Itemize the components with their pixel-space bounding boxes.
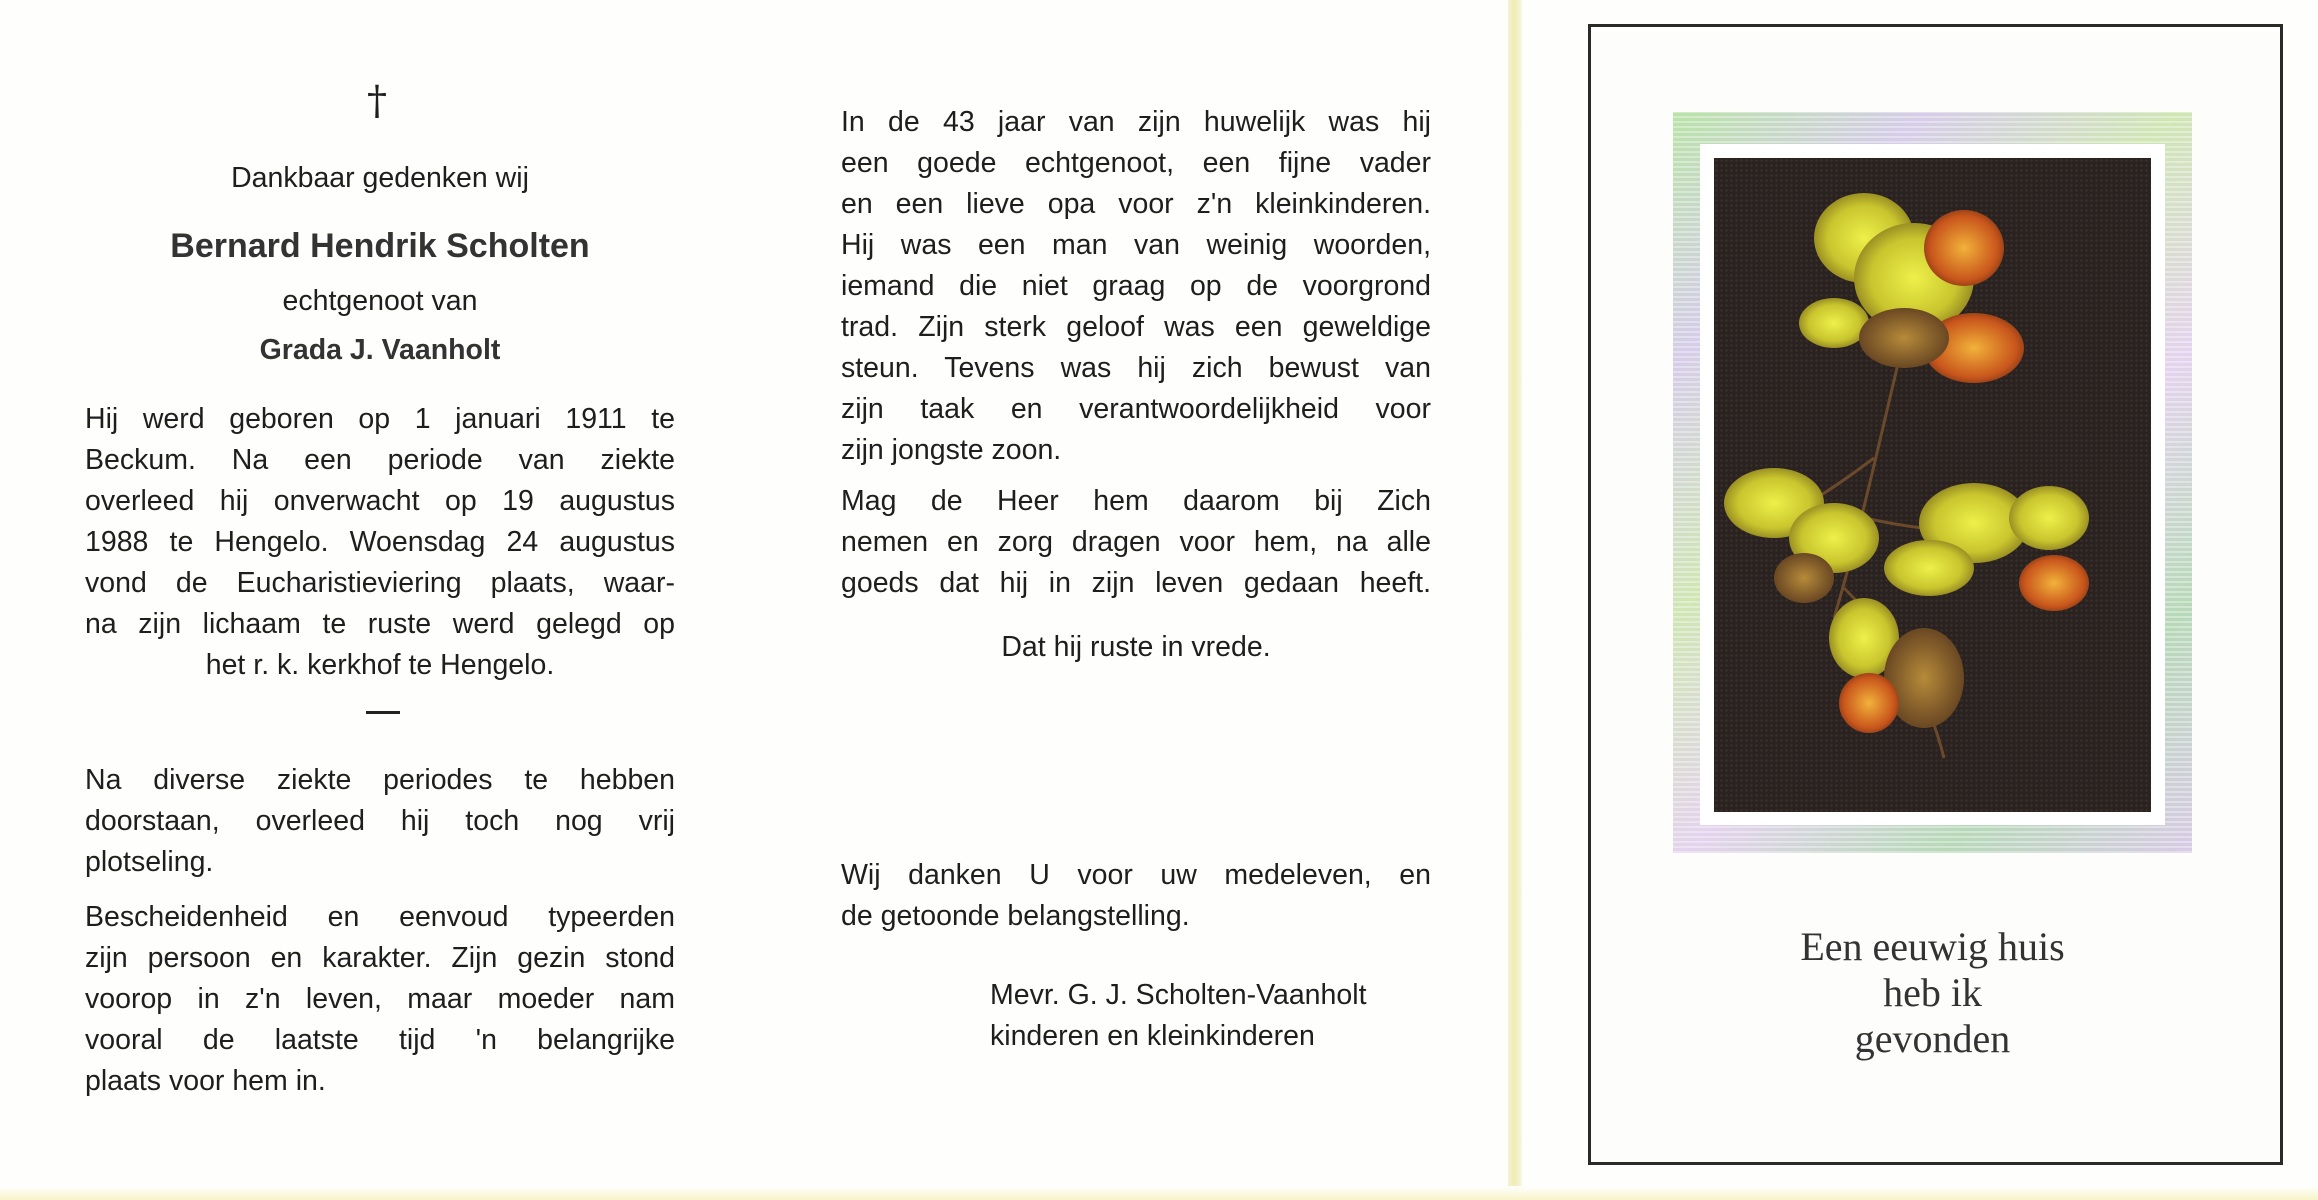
text-line: doorstaan, overleed hij toch nog vrij [85,805,675,837]
text-line: goeds dat hij in zijn leven gedaan heeft. [841,567,1431,599]
marriage-paragraph [841,102,1431,471]
text-line: zijn taak en verantwoordelijkheid voor [841,393,1431,425]
text-line: zijn persoon en karakter. Zijn gezin stond [85,942,675,974]
card-fold [1508,0,1522,1200]
text-line: vond de Eucharistieviering plaats, waar- [85,567,675,599]
text-line: zijn jongste zoon. [841,434,1062,466]
text-line: Beckum. Na een periode van ziekte [85,444,675,476]
text-line: Hij werd geboren op 1 januari 1911 te [85,403,675,435]
text-line: 1988 te Hengelo. Woensdag 24 augustus [85,526,675,558]
text-line: overleed hij onverwacht op 19 augustus [85,485,675,517]
biography-last-line: het r. k. kerkhof te Hengelo. [205,649,555,681]
text-line: voorop in z'n leven, maar moeder nam [85,983,675,1015]
text-line: nemen en zorg dragen voor hem, na alle [841,526,1431,558]
caption-line: heb ik [1883,970,1982,1015]
text-line: plotseling. [85,846,214,878]
signature-block [990,975,1430,1057]
deceased-name: Bernard Hendrik Scholten [170,227,590,265]
text-line: In de 43 jaar van zijn huwelijk was hij [841,106,1431,138]
text-line: Na diverse ziekte periodes te hebben [85,764,675,796]
text-line: Wij danken U voor uw medeleven, en [841,859,1431,891]
cross-symbol: † [367,78,387,124]
text-line: iemand die niet graag op de voorgrond [841,270,1431,302]
text-line: en een lieve opa voor z'n kleinkinderen. [841,188,1431,220]
text-line: plaats voor hem in. [85,1065,326,1097]
relation-text: echtgenoot van [282,285,478,317]
signature-line: Mevr. G. J. Scholten-Vaanholt [990,979,1367,1011]
rest-in-peace: Dat hij ruste in vrede. [1001,631,1271,663]
oak-leaves-illustration [1714,158,2151,812]
thanks-paragraph [841,855,1431,937]
biography-paragraph [85,399,675,645]
text-line: de getoonde belangstelling. [841,900,1190,932]
text-line: trad. Zijn sterk geloof was een geweldige [841,311,1431,343]
bottom-edge [0,1186,2318,1200]
intro-text: Dankbaar gedenken wij [231,162,529,194]
text-line: Hij was een man van weinig woorden, [841,229,1431,261]
character-paragraph [85,897,675,1102]
text-line: na zijn lichaam te ruste werd gelegd op [85,608,675,640]
separator-dash [366,711,400,714]
text-line: steun. Tevens was hij zich bewust van [841,352,1431,384]
spouse-name: Grada J. Vaanholt [259,334,501,366]
illness-paragraph [85,760,675,883]
text-line: Mag de Heer hem daarom bij Zich [841,485,1431,517]
caption-line: gevonden [1854,1016,2011,1061]
signature-line: kinderen en kleinkinderen [990,1020,1315,1052]
caption-line: Een eeuwig huis [1800,924,2065,969]
text-line: Bescheidenheid en eenvoud typeerden [85,901,675,933]
prayer-paragraph [841,481,1431,604]
text-line: vooral de laatste tijd 'n belangrijke [85,1024,675,1056]
text-line: een goede echtgenoot, een fijne vader [841,147,1431,179]
oak-leaves-photo [1714,158,2151,812]
cover-caption [1700,924,2165,1062]
